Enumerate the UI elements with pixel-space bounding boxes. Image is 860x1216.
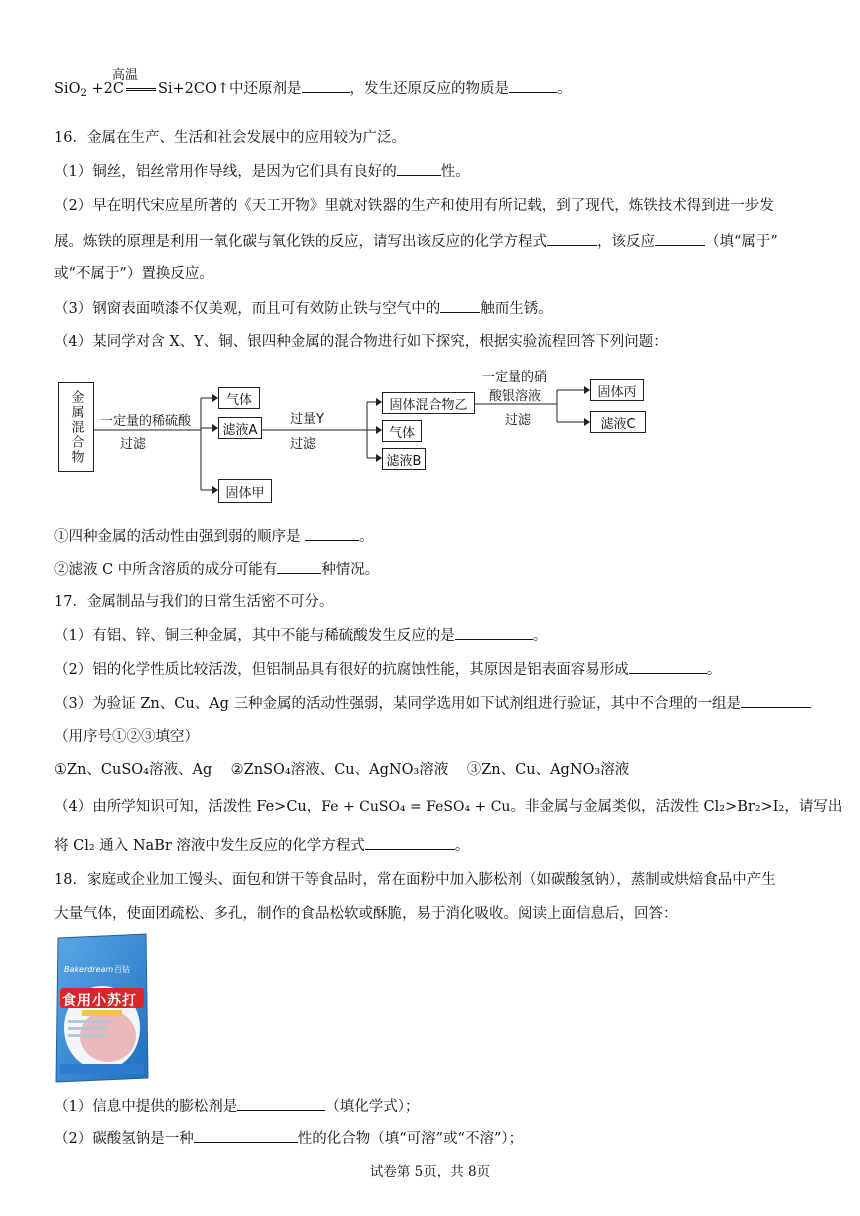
reaction-condition: 高温 [112, 68, 139, 83]
box-solid-yi: 固体混合物乙 [382, 392, 475, 414]
eq-sio2: SiO$_2$ [54, 81, 87, 99]
q16-part4: （4）某同学对含 X、Y、铜、银四种金属的混合物进行如下探究，根据实验流程回答下列问题： [54, 334, 668, 350]
box-solid-jia: 固体甲 [218, 479, 272, 503]
answer-blank[interactable] [277, 559, 321, 574]
package-brand: Bakerdream [64, 965, 114, 974]
q17-part4-line1: （4）由所学知识可知，活泼性 Fe>Cu，Fe + CuSO₄ = FeSO₄ + Cu。非金属与金属类似，活泼性 Cl₂>Br₂>I₂，请写出 [54, 799, 843, 815]
q16-title: 16．金属在生产、生活和社会发展中的应用较为广泛。 [54, 130, 406, 146]
q18-line2: 大量气体，使面团疏松、多孔，制作的食品松软或酥脆，易于消化吸收。阅读上面信息后，回答： [54, 906, 678, 922]
q17-part3-line1: （3）为验证 Zn、Cu、Ag 三种金属的活动性强弱，某同学选用如下试剂组进行验证，其中不合理的一组是 [54, 693, 811, 714]
q16-part2-line3: 或“不属于”）置换反应。 [54, 266, 214, 282]
box-gas-1: 气体 [218, 387, 260, 409]
q16-part1: （1）铜丝，铝丝常用作导线，是因为它们具有良好的 性。 [54, 161, 470, 182]
box-gas-2: 气体 [382, 420, 422, 442]
answer-blank[interactable] [365, 835, 455, 850]
label-filter-1: 过滤 [120, 437, 147, 452]
q17-title: 17．金属制品与我们的日常生活密不可分。 [54, 594, 334, 610]
label-silver-nitrate-2: 酸银溶液 [489, 389, 542, 404]
q18-part1: （1）信息中提供的膨松剂是 （填化学式）； [54, 1096, 419, 1117]
page-footer: 试卷第 5页，共 8页 [369, 1164, 491, 1180]
q17-options: ①Zn、CuSO₄溶液、Ag ②ZnSO₄溶液、Cu、AgNO₃溶液 ③Zn、Cu、AgNO₃溶液 [54, 762, 630, 778]
answer-blank[interactable] [305, 526, 359, 541]
q16-part2-line2: 展。炼铁的原理是利用一氧化碳与氧化铁的反应，请写出该反应的化学方程式 ，该反应 （填“属于” [54, 231, 778, 252]
q18-line1: 18．家庭或企业加工馒头、面包和饼干等食品时，常在面粉中加入膨松剂（如碳酸氢钠），蒸制或烘焙食品中产生 [54, 872, 776, 888]
label-filter-3: 过滤 [505, 413, 532, 428]
q17-part4-line2: 将 Cl₂ 通入 NaBr 溶液中发生反应的化学方程式 。 [54, 835, 469, 856]
package-brand-cn: 百钻 [114, 965, 130, 974]
q16-part3: （3）钢窗表面喷漆不仅美观，而且可有效防止铁与空气中的 触而生锈。 [54, 298, 553, 319]
label-silver-nitrate-1: 一定量的硝 [482, 370, 548, 385]
q16-part2-line1: （2）早在明代宋应星所著的《天工开物》里就对铁器的生产和使用有所记载，到了现代，炼铁技术得到进一步发 [54, 198, 774, 214]
answer-blank[interactable] [237, 1096, 325, 1111]
box-filtrate-c: 滤液C [590, 411, 646, 433]
q17-part1: （1）有铝、锌、铜三种金属，其中不能与稀硫酸发生反应的是 。 [54, 625, 547, 646]
q16-sub2: ②滤液 C 中所含溶质的成分可能有 种情况。 [54, 559, 379, 580]
package-label: 食用小苏打 [62, 993, 137, 1009]
baking-soda-package-image [54, 932, 150, 1084]
label-excess-y: 过量Y [290, 412, 324, 427]
q17-part2: （2）铝的化学性质比较活泼，但铝制品具有很好的抗腐蚀性能，其原因是铝表面容易形成 。 [54, 659, 721, 680]
answer-blank[interactable] [629, 659, 707, 674]
answer-blank[interactable] [194, 1128, 298, 1143]
q18-part2: （2）碳酸氢钠是一种 性的化合物（填“可溶”或“不溶”）； [54, 1128, 523, 1149]
box-filtrate-a: 滤液A [218, 417, 262, 439]
box-solid-bing: 固体丙 [590, 379, 644, 401]
q15-equation-line: SiO$_2$ +2C Si+2CO↑中还原剂是 ，发生还原反应的物质是 。 [54, 78, 572, 104]
box-filtrate-b: 滤液B [382, 448, 426, 470]
q16-sub1: ①四种金属的活动性由强到弱的顺序是 。 [54, 526, 374, 547]
equation: Fe + CuSO₄ = FeSO₄ + Cu [321, 799, 511, 815]
answer-blank[interactable] [741, 693, 811, 708]
box-metal-mixture: 金属混合物 [58, 382, 94, 472]
label-filter-2: 过滤 [290, 437, 317, 452]
label-dilute-sulfuric: 一定量的稀硫酸 [100, 414, 192, 429]
answer-blank[interactable] [455, 625, 533, 640]
q17-part3-line2: （用序号①②③填空） [54, 729, 199, 745]
